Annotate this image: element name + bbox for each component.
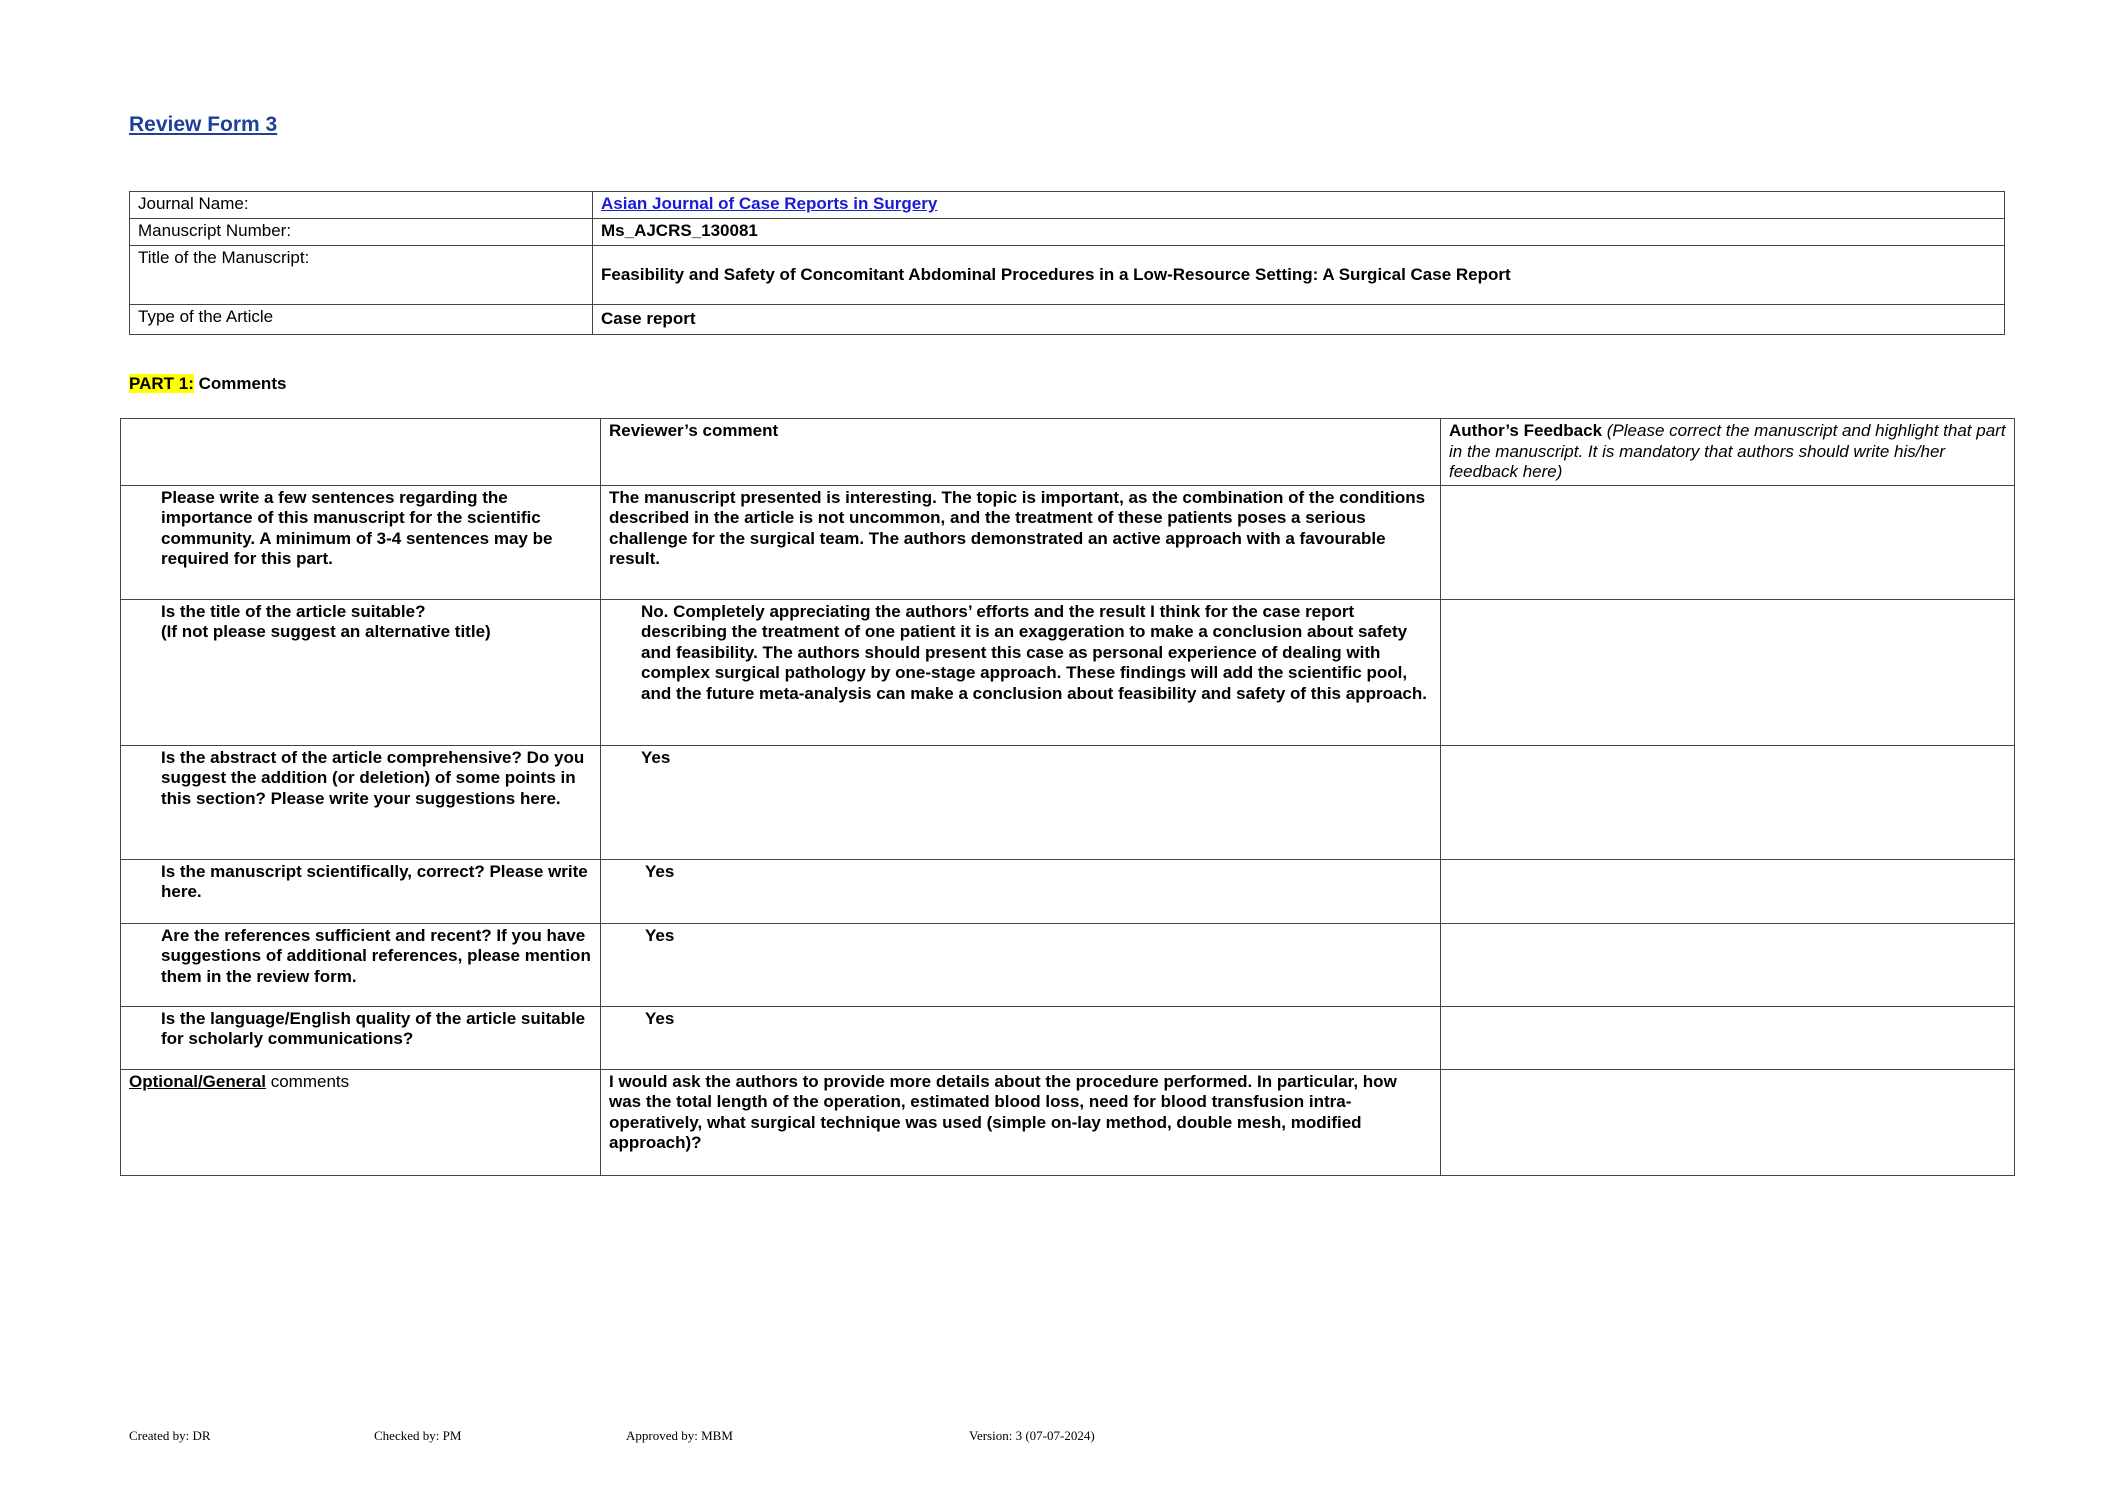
manuscript-info-table bbox=[129, 191, 2005, 335]
manuscript-title-label: Title of the Manuscript: bbox=[130, 246, 593, 305]
footer-created: Created by: DR bbox=[129, 1428, 211, 1443]
article-type-label: Type of the Article bbox=[130, 305, 593, 335]
author-feedback-cell[interactable] bbox=[1441, 1069, 2015, 1175]
header-reviewer-comment: Reviewer’s comment bbox=[601, 419, 1441, 486]
footer-version: Version: 3 (07-07-2024) bbox=[969, 1428, 1095, 1443]
optional-label bbox=[121, 1069, 601, 1175]
header-author-feedback bbox=[1441, 419, 2015, 486]
question: Are the references sufficient and recent? If you have suggestions of additional references, please mention them in the review form. bbox=[121, 923, 601, 1006]
author-feedback-cell[interactable] bbox=[1441, 485, 2015, 599]
reviewer-comment: No. Completely appreciating the authors’ efforts and the result I think for the case report describing the treatment of one patient it is an exaggeration to make a conclusion about safety and feasibility. The authors should present this case as personal experience of dealing with complex surgical pathology by one-stage approach. These findings will add the scientific pool, and the future meta-analysis can make a conclusion about feasibility and safety of this approach. bbox=[601, 599, 1441, 745]
manuscript-number-value: Ms_AJCRS_130081 bbox=[593, 219, 2005, 246]
author-feedback-cell[interactable] bbox=[1441, 745, 2015, 859]
table-row bbox=[121, 1006, 2015, 1069]
reviewer-comment: Yes bbox=[601, 859, 1441, 923]
part-label: PART 1: bbox=[129, 374, 194, 393]
page-title[interactable]: Review Form 3 bbox=[129, 113, 278, 136]
header-empty bbox=[121, 419, 601, 486]
footer-approved: Approved by: MBM bbox=[626, 1428, 733, 1443]
question: Please write a few sentences regarding the importance of this manuscript for the scientific community. A minimum of 3-4 sentences may be required for this part. bbox=[121, 485, 601, 599]
question: Is the language/English quality of the article suitable for scholarly communications? bbox=[121, 1006, 601, 1069]
comments-table bbox=[120, 418, 2015, 1176]
optional-comment: I would ask the authors to provide more details about the procedure performed. In particular, how was the total length of the operation, estimated blood loss, need for blood transfusion intra-operatively, what surgical technique was used (simple on-lay method, double mesh, modified approach)? bbox=[601, 1069, 1441, 1175]
table-row bbox=[121, 923, 2015, 1006]
part-text: Comments bbox=[193, 374, 287, 393]
author-feedback-title: Author’s Feedback bbox=[1449, 421, 1603, 440]
author-feedback-cell[interactable] bbox=[1441, 923, 2015, 1006]
author-feedback-cell[interactable] bbox=[1441, 1006, 2015, 1069]
reviewer-comment: The manuscript presented is interesting. The topic is important, as the combination of the conditions described in the article is not uncommon, and the treatment of these patients poses a serious challenge for the surgical team. The authors demonstrated an active approach with a favourable result. bbox=[601, 485, 1441, 599]
reviewer-comment: Yes bbox=[601, 745, 1441, 859]
question-line: (If not please suggest an alternative title) bbox=[161, 622, 491, 641]
optional-general-label: Optional/General bbox=[129, 1071, 266, 1091]
table-row bbox=[121, 859, 2015, 923]
table-row bbox=[121, 745, 2015, 859]
question bbox=[121, 599, 601, 745]
journal-link[interactable]: Asian Journal of Case Reports in Surgery bbox=[601, 194, 938, 213]
question-line: Is the title of the article suitable? bbox=[161, 601, 426, 621]
article-type-value: Case report bbox=[593, 305, 2005, 335]
table-row-optional bbox=[121, 1069, 2015, 1175]
author-feedback-cell[interactable] bbox=[1441, 859, 2015, 923]
footer-checked: Checked by: PM bbox=[374, 1428, 462, 1443]
journal-label: Journal Name: bbox=[130, 192, 593, 219]
author-feedback-cell[interactable] bbox=[1441, 599, 2015, 745]
author-feedback-instructions: (Please correct the manuscript and highlight that part in the manuscript. It is mandatory that authors should write his/her feedback here) bbox=[1449, 421, 2006, 481]
table-row bbox=[121, 599, 2015, 745]
optional-suffix: comments bbox=[265, 1071, 350, 1091]
question: Is the abstract of the article comprehensive? Do you suggest the addition (or deletion) of some points in this section? Please write your suggestions here. bbox=[121, 745, 601, 859]
manuscript-title-value: Feasibility and Safety of Concomitant Abdominal Procedures in a Low-Resource Setting: A Surgical Case Report bbox=[593, 246, 2005, 305]
reviewer-comment: Yes bbox=[601, 923, 1441, 1006]
table-row bbox=[121, 485, 2015, 599]
part-1-heading bbox=[129, 374, 286, 394]
manuscript-number-label: Manuscript Number: bbox=[130, 219, 593, 246]
reviewer-comment: Yes bbox=[601, 1006, 1441, 1069]
question: Is the manuscript scientifically, correct? Please write here. bbox=[121, 859, 601, 923]
